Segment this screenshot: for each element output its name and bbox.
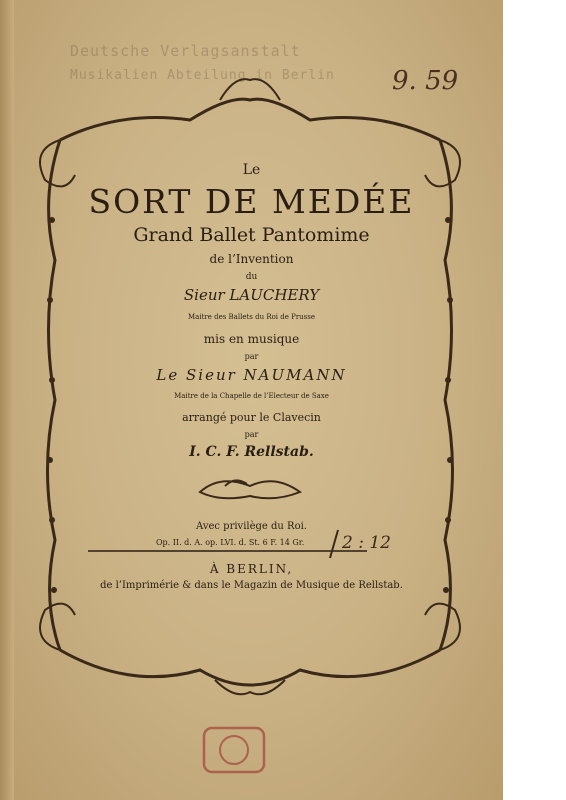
arranger: I. C. F. Rellstab. [189,444,314,460]
title-le: Le [242,162,261,178]
composer-role: Maitre de la Chapelle de l’Electeur de Saxe [174,392,329,400]
subtitle: Grand Ballet Pantomime [133,224,370,246]
handwritten-price: 2 : 12 [342,533,391,553]
line-du: du [245,272,258,282]
library-header-line1: Deutsche Verlagsanstalt [70,42,301,60]
center-vignette [200,480,300,498]
handwritten-slash [330,530,338,558]
library-stamp [204,728,264,772]
line-musique: mis en musique [203,332,300,346]
imprint-city: À BERLIN, [209,562,294,576]
line-invention: de l’Invention [209,252,294,266]
author-role: Maitre des Ballets du Roi de Prusse [187,313,316,321]
opus-line: Op. II. d. A. op. LVI. d. St. 6 F. 14 Gr. [156,538,305,547]
library-header-line2: Musikalien Abteilung in Berlin [70,68,335,83]
imprint-line: de l’Imprimérie & dans le Magazin de Musique de Rellstab. [100,580,403,591]
line-par-1: par [244,352,259,361]
composer-line: Le Sieur NAUMANN [156,366,347,384]
privilege: Avec privilège du Roi. [196,521,307,532]
handwritten-shelfmark: 9. 59 [392,66,459,96]
line-par-2: par [244,430,259,439]
line-arrange: arrangé pour le Clavecin [182,411,321,424]
title-main: SORT DE MEDÉE [88,182,415,221]
author-line: Sieur LAUCHERY [183,286,320,304]
